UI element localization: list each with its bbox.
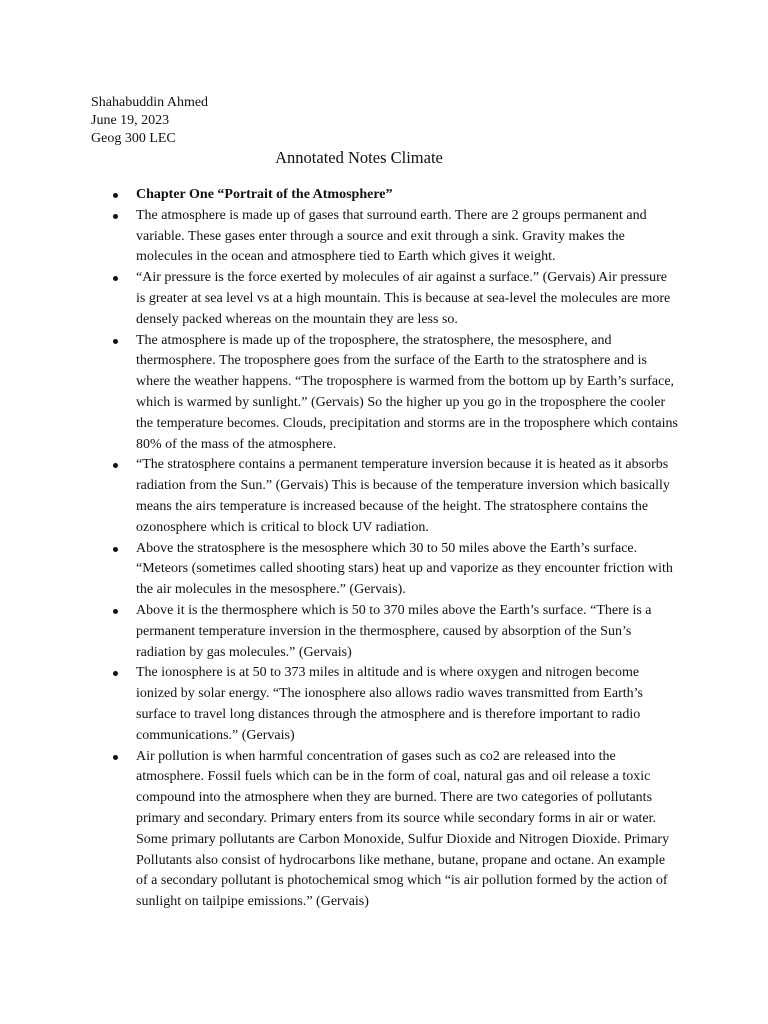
note-item: [113, 331, 678, 456]
bullet-icon: [113, 463, 118, 468]
bullet-icon: [113, 193, 118, 198]
bullet-icon: [113, 609, 118, 614]
notes-list: [113, 185, 678, 913]
note-text: Air pollution is when harmful concentration of gases such as co2 are released into the atmosphere. Fossil fuels which can be in the form of coal, natural gas and oil release a toxic compound into the atmosphere when they are burned. There are two categories of pollutants primary and secondary. Primary enters from its source while secondary forms in air or water. Some primary pollutants are Carbon Monoxide, Sulfur Dioxide and Nitrogen Dioxide. Primary Pollutants also consist of hydrocarbons like methane, butane, propane and octane. An example of a secondary pollutant is photochemical smog which “is air pollution formed by the action of sunlight on tailpipe emissions.” (Gervais): [136, 748, 670, 910]
bullet-icon: [113, 339, 118, 344]
note-text: Above the stratosphere is the mesosphere which 30 to 50 miles above the Earth’s surface. “Meteors (sometimes called shooting stars) heat up and vaporize as they encounter friction with the air molecules in the mesosphere.” (Gervais).: [136, 540, 673, 598]
bullet-icon: [113, 755, 118, 760]
chapter-heading: Chapter One “Portrait of the Atmosphere”: [136, 187, 393, 202]
note-text: “The stratosphere contains a permanent temperature inversion because it is heated as it absorbs radiation from the Sun.” (Gervais) This is because of the temperature inversion which basically means the airs temperature is increased because of the height. The stratosphere contains the ozonosphere which is critical to block UV radiation.: [136, 457, 670, 535]
note-item: [113, 539, 678, 601]
note-item-chapter-heading: [113, 185, 678, 206]
note-item: [113, 747, 678, 913]
course-name: Geog 300 LEC: [91, 131, 176, 146]
note-text: The atmosphere is made up of gases that surround earth. There are 2 groups permanent and variable. These gases enter through a source and exit through a sink. Gravity makes the molecules in the ocean and atmosphere tied to Earth which gives it weight.: [136, 207, 647, 265]
bullet-icon: [113, 276, 118, 281]
note-text: “Air pressure is the force exerted by molecules of air against a surface.” (Gervais) Air pressure is greater at sea level vs at a high mountain. This is because at sea-level the molecules are more densely packed whereas on the mountain they are less so.: [136, 270, 671, 327]
note-item: [113, 206, 678, 268]
bullet-icon: [113, 547, 118, 552]
document-title: Annotated Notes Climate: [275, 148, 443, 167]
note-item: [113, 663, 678, 746]
note-item: [113, 601, 678, 663]
note-item: [113, 455, 678, 538]
document-date: June 19, 2023: [91, 113, 170, 128]
note-item: [113, 268, 678, 330]
author-name: Shahabuddin Ahmed: [91, 95, 209, 110]
bullet-icon: [113, 214, 118, 219]
bullet-icon: [113, 671, 118, 676]
note-text: The ionosphere is at 50 to 373 miles in altitude and is where oxygen and nitrogen become ionized by solar energy. “The ionosphere also allows radio waves transmitted from Earth’s surface to travel long distances through the atmosphere and is therefore important to radio communications.” (Gervais): [136, 665, 643, 743]
note-text: The atmosphere is made up of the troposphere, the stratosphere, the mesosphere, and thermosphere. The troposphere goes from the surface of the Earth to the stratosphere and is where the weather happens. “The troposphere is warmed from the bottom up by Earth’s surface, which is warmed by sunlight.” (Gervais) So the higher up you go in the troposphere the cooler the temperature becomes. Clouds, precipitation and storms are in the troposphere which contains 80% of the mass of the atmosphere.: [136, 332, 678, 452]
note-text: Above it is the thermosphere which is 50 to 370 miles above the Earth’s surface. “There is a permanent temperature inversion in the thermosphere, caused by absorption of the Sun’s radiation by gas molecules.” (Gervais): [136, 602, 652, 660]
document-header: [91, 94, 208, 148]
